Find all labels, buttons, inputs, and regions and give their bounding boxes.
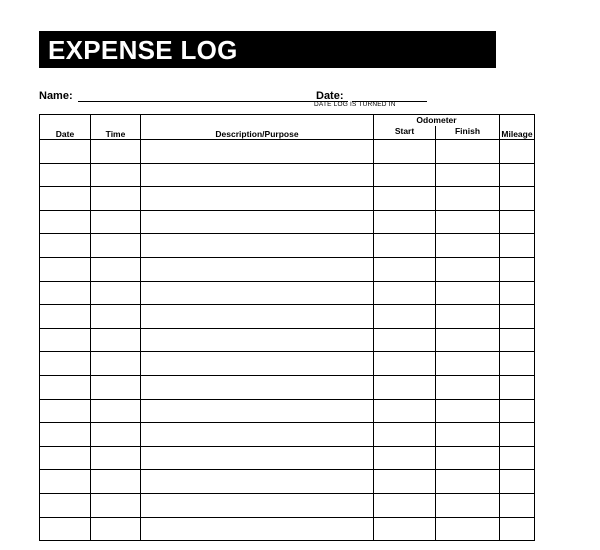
table-row	[40, 423, 535, 447]
odometer-finish-cell[interactable]	[436, 281, 500, 305]
table-row	[40, 305, 535, 329]
odometer-finish-cell[interactable]	[436, 140, 500, 164]
odometer-start-cell[interactable]	[374, 210, 436, 234]
mileage-cell[interactable]	[500, 375, 535, 399]
header-description: Description/Purpose	[141, 115, 374, 140]
form-header	[39, 90, 539, 112]
time-cell[interactable]	[91, 210, 141, 234]
table-row	[40, 210, 535, 234]
table-row	[40, 446, 535, 470]
time-cell[interactable]	[91, 470, 141, 494]
time-cell[interactable]	[91, 281, 141, 305]
description-cell[interactable]	[141, 187, 374, 211]
odometer-start-cell[interactable]	[374, 493, 436, 517]
time-cell[interactable]	[91, 234, 141, 258]
description-cell[interactable]	[141, 305, 374, 329]
odometer-start-cell[interactable]	[374, 187, 436, 211]
time-cell[interactable]	[91, 399, 141, 423]
table-row	[40, 140, 535, 164]
mileage-cell[interactable]	[500, 187, 535, 211]
odometer-start-cell[interactable]	[374, 328, 436, 352]
date-cell[interactable]	[40, 352, 91, 376]
odometer-finish-cell[interactable]	[436, 352, 500, 376]
time-cell[interactable]	[91, 493, 141, 517]
description-cell[interactable]	[141, 257, 374, 281]
table-row	[40, 234, 535, 258]
header-odometer-finish: Finish	[436, 126, 500, 140]
odometer-start-cell[interactable]	[374, 234, 436, 258]
header-date: Date	[40, 115, 91, 140]
header-mileage: Mileage	[500, 115, 535, 140]
date-cell[interactable]	[40, 328, 91, 352]
odometer-finish-cell[interactable]	[436, 470, 500, 494]
date-cell[interactable]	[40, 375, 91, 399]
date-cell[interactable]	[40, 210, 91, 234]
mileage-cell[interactable]	[500, 257, 535, 281]
mileage-cell[interactable]	[500, 517, 535, 541]
name-field[interactable]	[78, 101, 348, 102]
table-row	[40, 352, 535, 376]
mileage-cell[interactable]	[500, 234, 535, 258]
description-cell[interactable]	[141, 234, 374, 258]
table-row	[40, 328, 535, 352]
description-cell[interactable]	[141, 470, 374, 494]
table-row	[40, 163, 535, 187]
odometer-finish-cell[interactable]	[436, 305, 500, 329]
date-cell[interactable]	[40, 446, 91, 470]
table-row	[40, 257, 535, 281]
odometer-start-cell[interactable]	[374, 140, 436, 164]
mileage-cell[interactable]	[500, 352, 535, 376]
odometer-finish-cell[interactable]	[436, 423, 500, 447]
odometer-finish-cell[interactable]	[436, 234, 500, 258]
date-cell[interactable]	[40, 399, 91, 423]
mileage-cell[interactable]	[500, 163, 535, 187]
odometer-start-cell[interactable]	[374, 399, 436, 423]
date-cell[interactable]	[40, 305, 91, 329]
odometer-start-cell[interactable]	[374, 352, 436, 376]
date-cell[interactable]	[40, 423, 91, 447]
mileage-cell[interactable]	[500, 399, 535, 423]
time-cell[interactable]	[91, 517, 141, 541]
odometer-finish-cell[interactable]	[436, 375, 500, 399]
time-cell[interactable]	[91, 305, 141, 329]
odometer-finish-cell[interactable]	[436, 210, 500, 234]
mileage-cell[interactable]	[500, 470, 535, 494]
mileage-cell[interactable]	[500, 493, 535, 517]
date-note: DATE LOG IS TURNED IN	[314, 101, 396, 108]
date-cell[interactable]	[40, 493, 91, 517]
odometer-start-cell[interactable]	[374, 375, 436, 399]
date-label: Date:	[316, 90, 344, 102]
description-cell[interactable]	[141, 328, 374, 352]
mileage-cell[interactable]	[500, 305, 535, 329]
date-cell[interactable]	[40, 234, 91, 258]
page-title: EXPENSE LOG	[48, 35, 238, 65]
time-cell[interactable]	[91, 140, 141, 164]
time-cell[interactable]	[91, 352, 141, 376]
description-cell[interactable]	[141, 140, 374, 164]
table-row	[40, 187, 535, 211]
description-cell[interactable]	[141, 493, 374, 517]
odometer-start-cell[interactable]	[374, 257, 436, 281]
mileage-cell[interactable]	[500, 423, 535, 447]
odometer-finish-cell[interactable]	[436, 328, 500, 352]
description-cell[interactable]	[141, 210, 374, 234]
description-cell[interactable]	[141, 446, 374, 470]
date-cell[interactable]	[40, 257, 91, 281]
date-cell[interactable]	[40, 517, 91, 541]
date-cell[interactable]	[40, 140, 91, 164]
odometer-finish-cell[interactable]	[436, 187, 500, 211]
description-cell[interactable]	[141, 281, 374, 305]
description-cell[interactable]	[141, 163, 374, 187]
odometer-finish-cell[interactable]	[436, 399, 500, 423]
table-row	[40, 493, 535, 517]
mileage-cell[interactable]	[500, 328, 535, 352]
odometer-finish-cell[interactable]	[436, 517, 500, 541]
table-row	[40, 399, 535, 423]
header-odometer-start: Start	[374, 126, 436, 140]
odometer-start-cell[interactable]	[374, 423, 436, 447]
title-banner	[39, 31, 496, 68]
expense-log-table	[39, 114, 535, 541]
odometer-start-cell[interactable]	[374, 281, 436, 305]
odometer-finish-cell[interactable]	[436, 446, 500, 470]
description-cell[interactable]	[141, 423, 374, 447]
description-cell[interactable]	[141, 375, 374, 399]
time-cell[interactable]	[91, 187, 141, 211]
mileage-cell[interactable]	[500, 446, 535, 470]
time-cell[interactable]	[91, 257, 141, 281]
odometer-start-cell[interactable]	[374, 517, 436, 541]
table-row	[40, 517, 535, 541]
mileage-cell[interactable]	[500, 210, 535, 234]
time-cell[interactable]	[91, 328, 141, 352]
table-row	[40, 470, 535, 494]
odometer-start-cell[interactable]	[374, 470, 436, 494]
date-cell[interactable]	[40, 187, 91, 211]
name-label: Name:	[39, 90, 73, 102]
description-cell[interactable]	[141, 352, 374, 376]
time-cell[interactable]	[91, 375, 141, 399]
odometer-start-cell[interactable]	[374, 446, 436, 470]
description-cell[interactable]	[141, 517, 374, 541]
date-cell[interactable]	[40, 470, 91, 494]
odometer-start-cell[interactable]	[374, 163, 436, 187]
time-cell[interactable]	[91, 446, 141, 470]
mileage-cell[interactable]	[500, 281, 535, 305]
log-rows	[40, 140, 535, 541]
header-odometer: Odometer	[374, 115, 500, 126]
odometer-finish-cell[interactable]	[436, 257, 500, 281]
mileage-cell[interactable]	[500, 140, 535, 164]
time-cell[interactable]	[91, 163, 141, 187]
odometer-start-cell[interactable]	[374, 305, 436, 329]
description-cell[interactable]	[141, 399, 374, 423]
odometer-finish-cell[interactable]	[436, 493, 500, 517]
date-cell[interactable]	[40, 163, 91, 187]
time-cell[interactable]	[91, 423, 141, 447]
header-time: Time	[91, 115, 141, 140]
table-row	[40, 281, 535, 305]
odometer-finish-cell[interactable]	[436, 163, 500, 187]
table-row	[40, 375, 535, 399]
date-cell[interactable]	[40, 281, 91, 305]
